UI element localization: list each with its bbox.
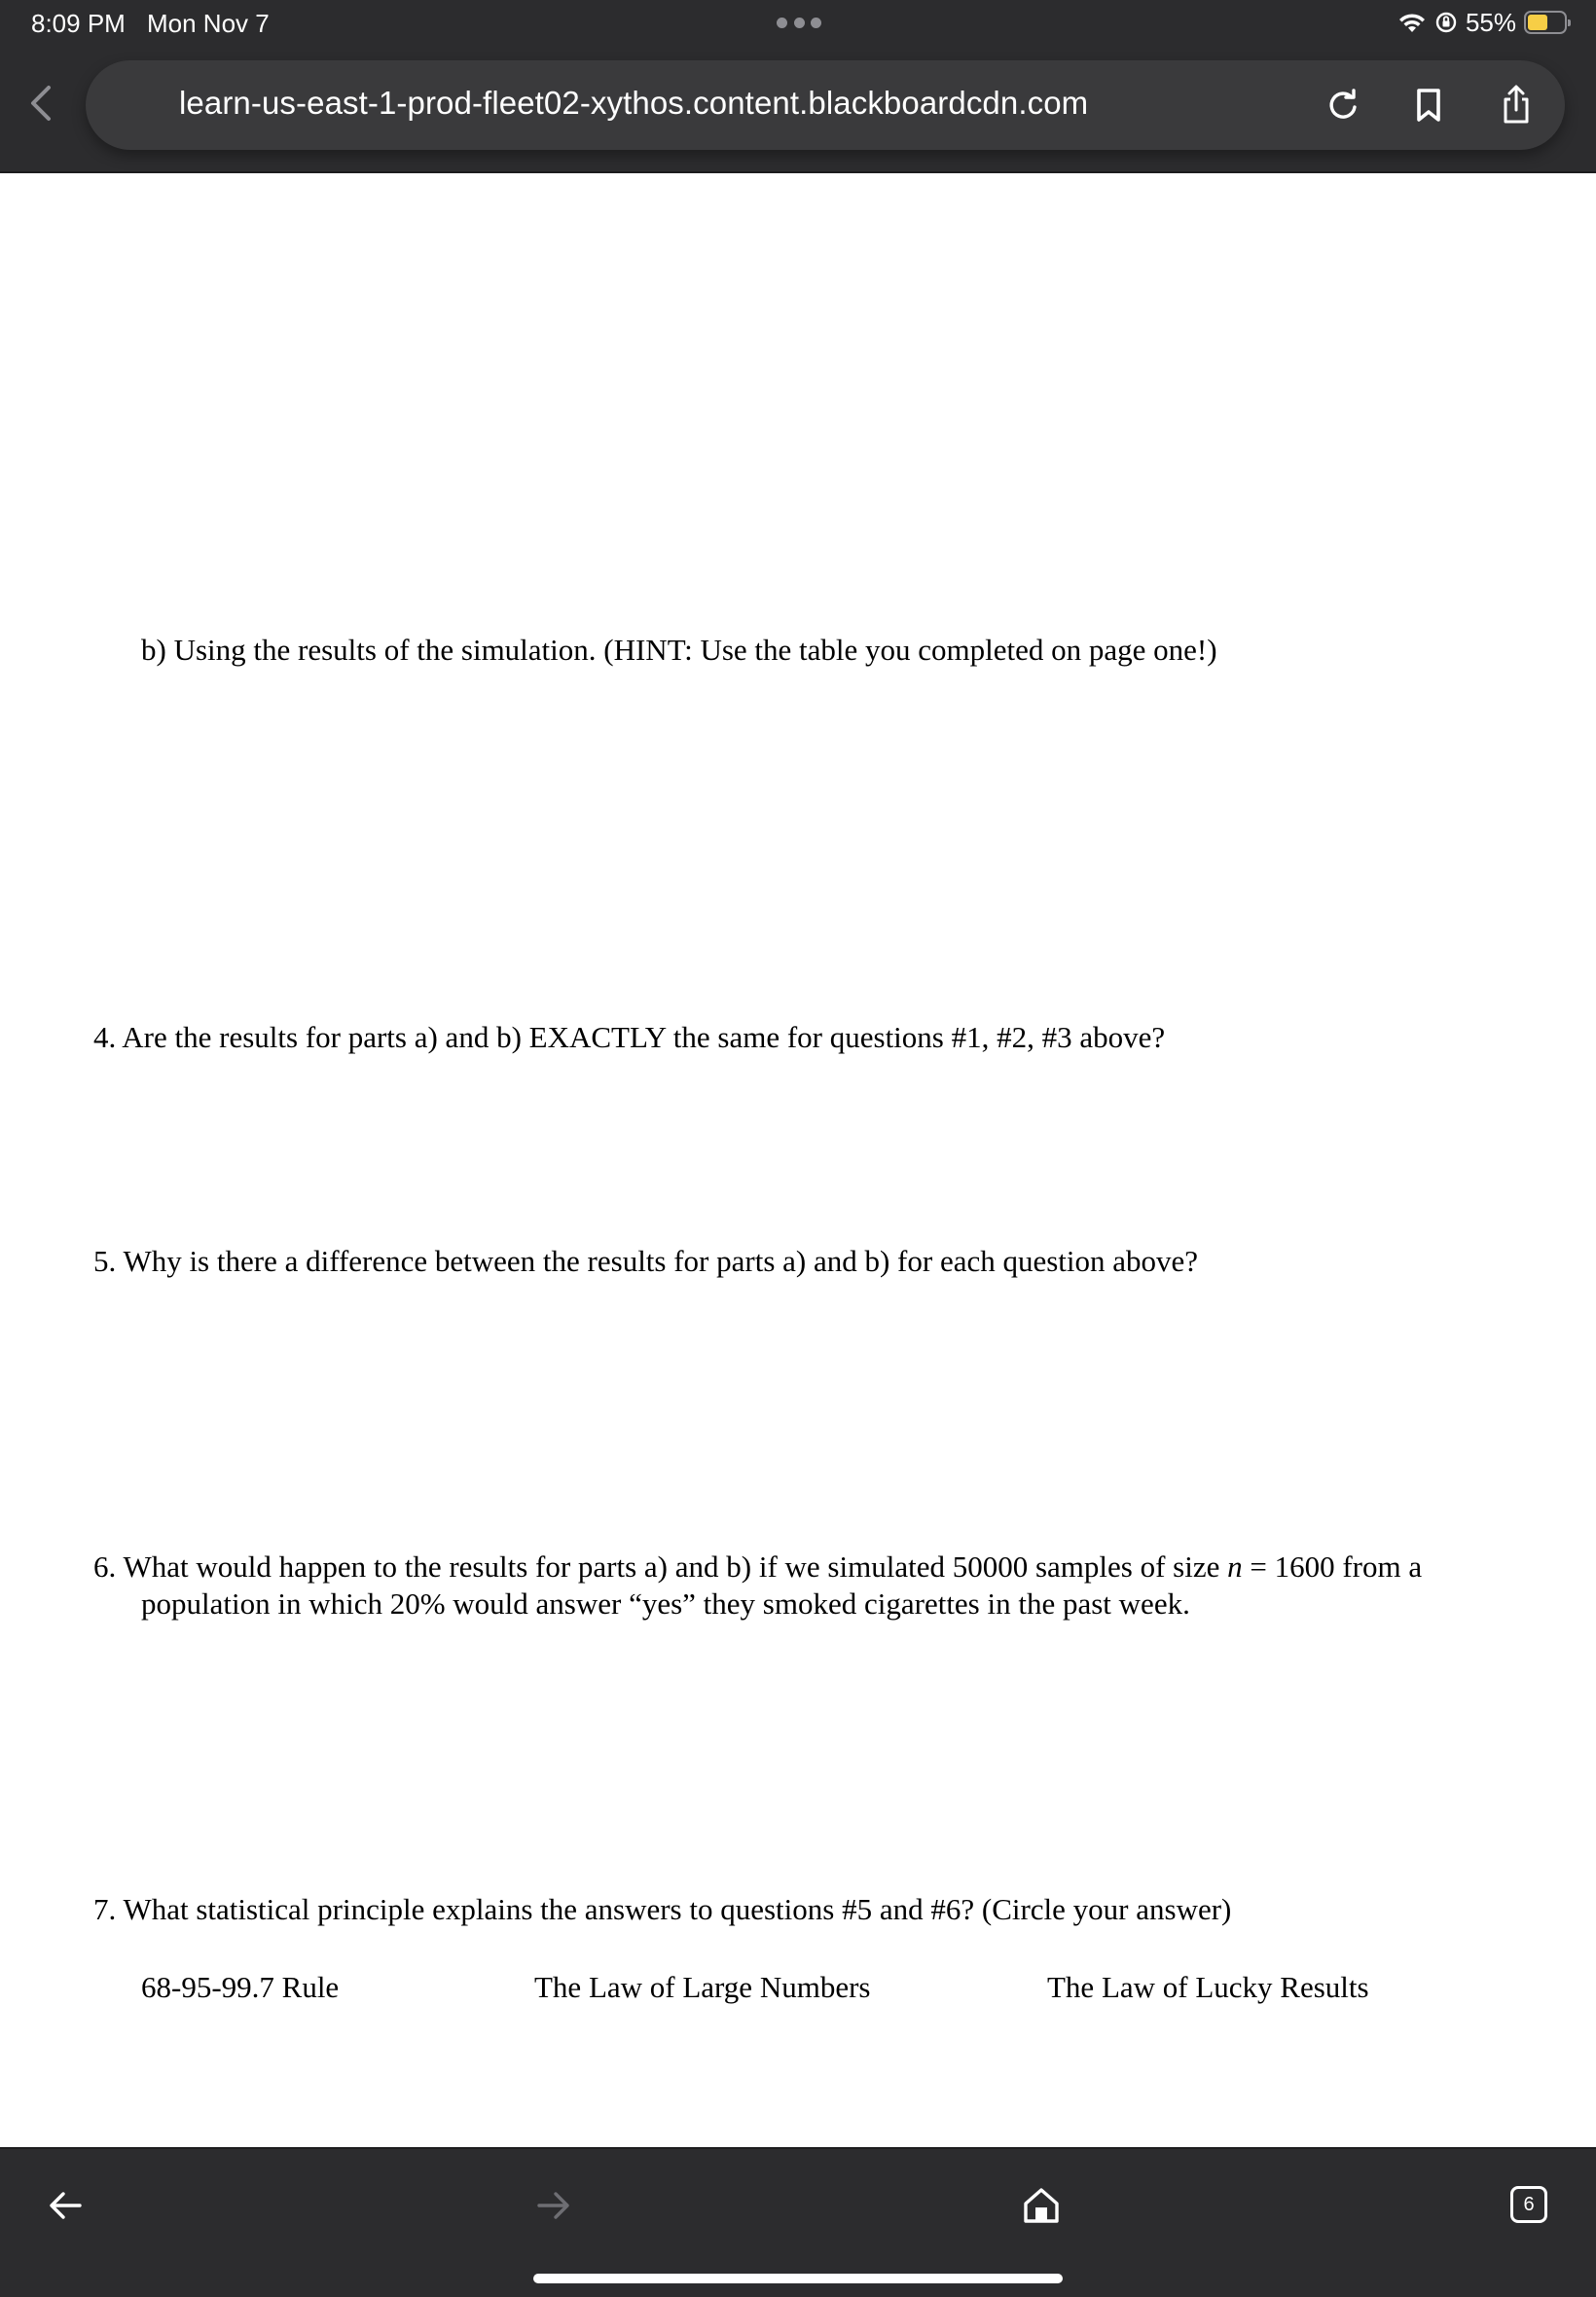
url-text[interactable]: learn-us-east-1-prod-fleet02-xythos.content.blackboardcdn.com [179,85,1089,121]
battery-percentage: 55% [1465,7,1516,37]
orientation-lock-icon [1434,11,1458,34]
back-arrow-icon[interactable] [43,2182,90,2229]
forward-arrow-icon[interactable] [529,2182,576,2229]
variable-n: n [1227,1550,1243,1584]
back-chevron-icon[interactable] [23,82,58,125]
question-6-suffix: = 1600 from a [1242,1550,1423,1584]
multitasking-dots-icon[interactable] [777,18,821,29]
home-icon[interactable] [1018,2182,1065,2229]
answer-option-68-95-rule: 68-95-99.7 Rule [141,1970,340,2004]
answer-option-law-large-numbers: The Law of Large Numbers [534,1970,871,2004]
document-page [0,173,1596,2147]
question-6-prefix: 6. What would happen to the results for parts a) and b) if we simulated 50000 samples of size [93,1550,1228,1584]
home-indicator[interactable] [533,2274,1063,2283]
question-6-line-1 [93,1550,1422,1585]
question-5-text: 5. Why is there a difference between the results for parts a) and b) for each question above? [93,1244,1199,1278]
share-icon[interactable] [1495,84,1538,127]
bookmark-icon[interactable] [1407,84,1450,127]
status-indicators [1397,8,1567,37]
battery-level-fill [1528,15,1547,30]
tabs-count-icon[interactable]: 6 [1510,2186,1547,2223]
question-3b-text: b) Using the results of the simulation. (HINT: Use the table you completed on page one!) [141,633,1217,667]
address-bar[interactable] [86,60,1565,150]
status-bar [0,0,1596,45]
wifi-icon [1397,11,1427,34]
question-7-text: 7. What statistical principle explains the answers to questions #5 and #6? (Circle your answer) [93,1892,1232,1926]
answer-option-law-lucky-results: The Law of Lucky Results [1047,1970,1369,2004]
battery-icon [1524,11,1567,34]
browser-bottom-toolbar [0,2147,1596,2297]
browser-top-chrome [0,0,1596,173]
question-4-text: 4. Are the results for parts a) and b) EXACTLY the same for questions #1, #2, #3 above? [93,1020,1166,1054]
reload-icon[interactable] [1322,84,1364,127]
status-time: 8:09 PM [31,9,126,38]
question-6-line-2: population in which 20% would answer “yes” they smoked cigarettes in the past week. [141,1586,1190,1621]
status-date: Mon Nov 7 [147,9,270,38]
